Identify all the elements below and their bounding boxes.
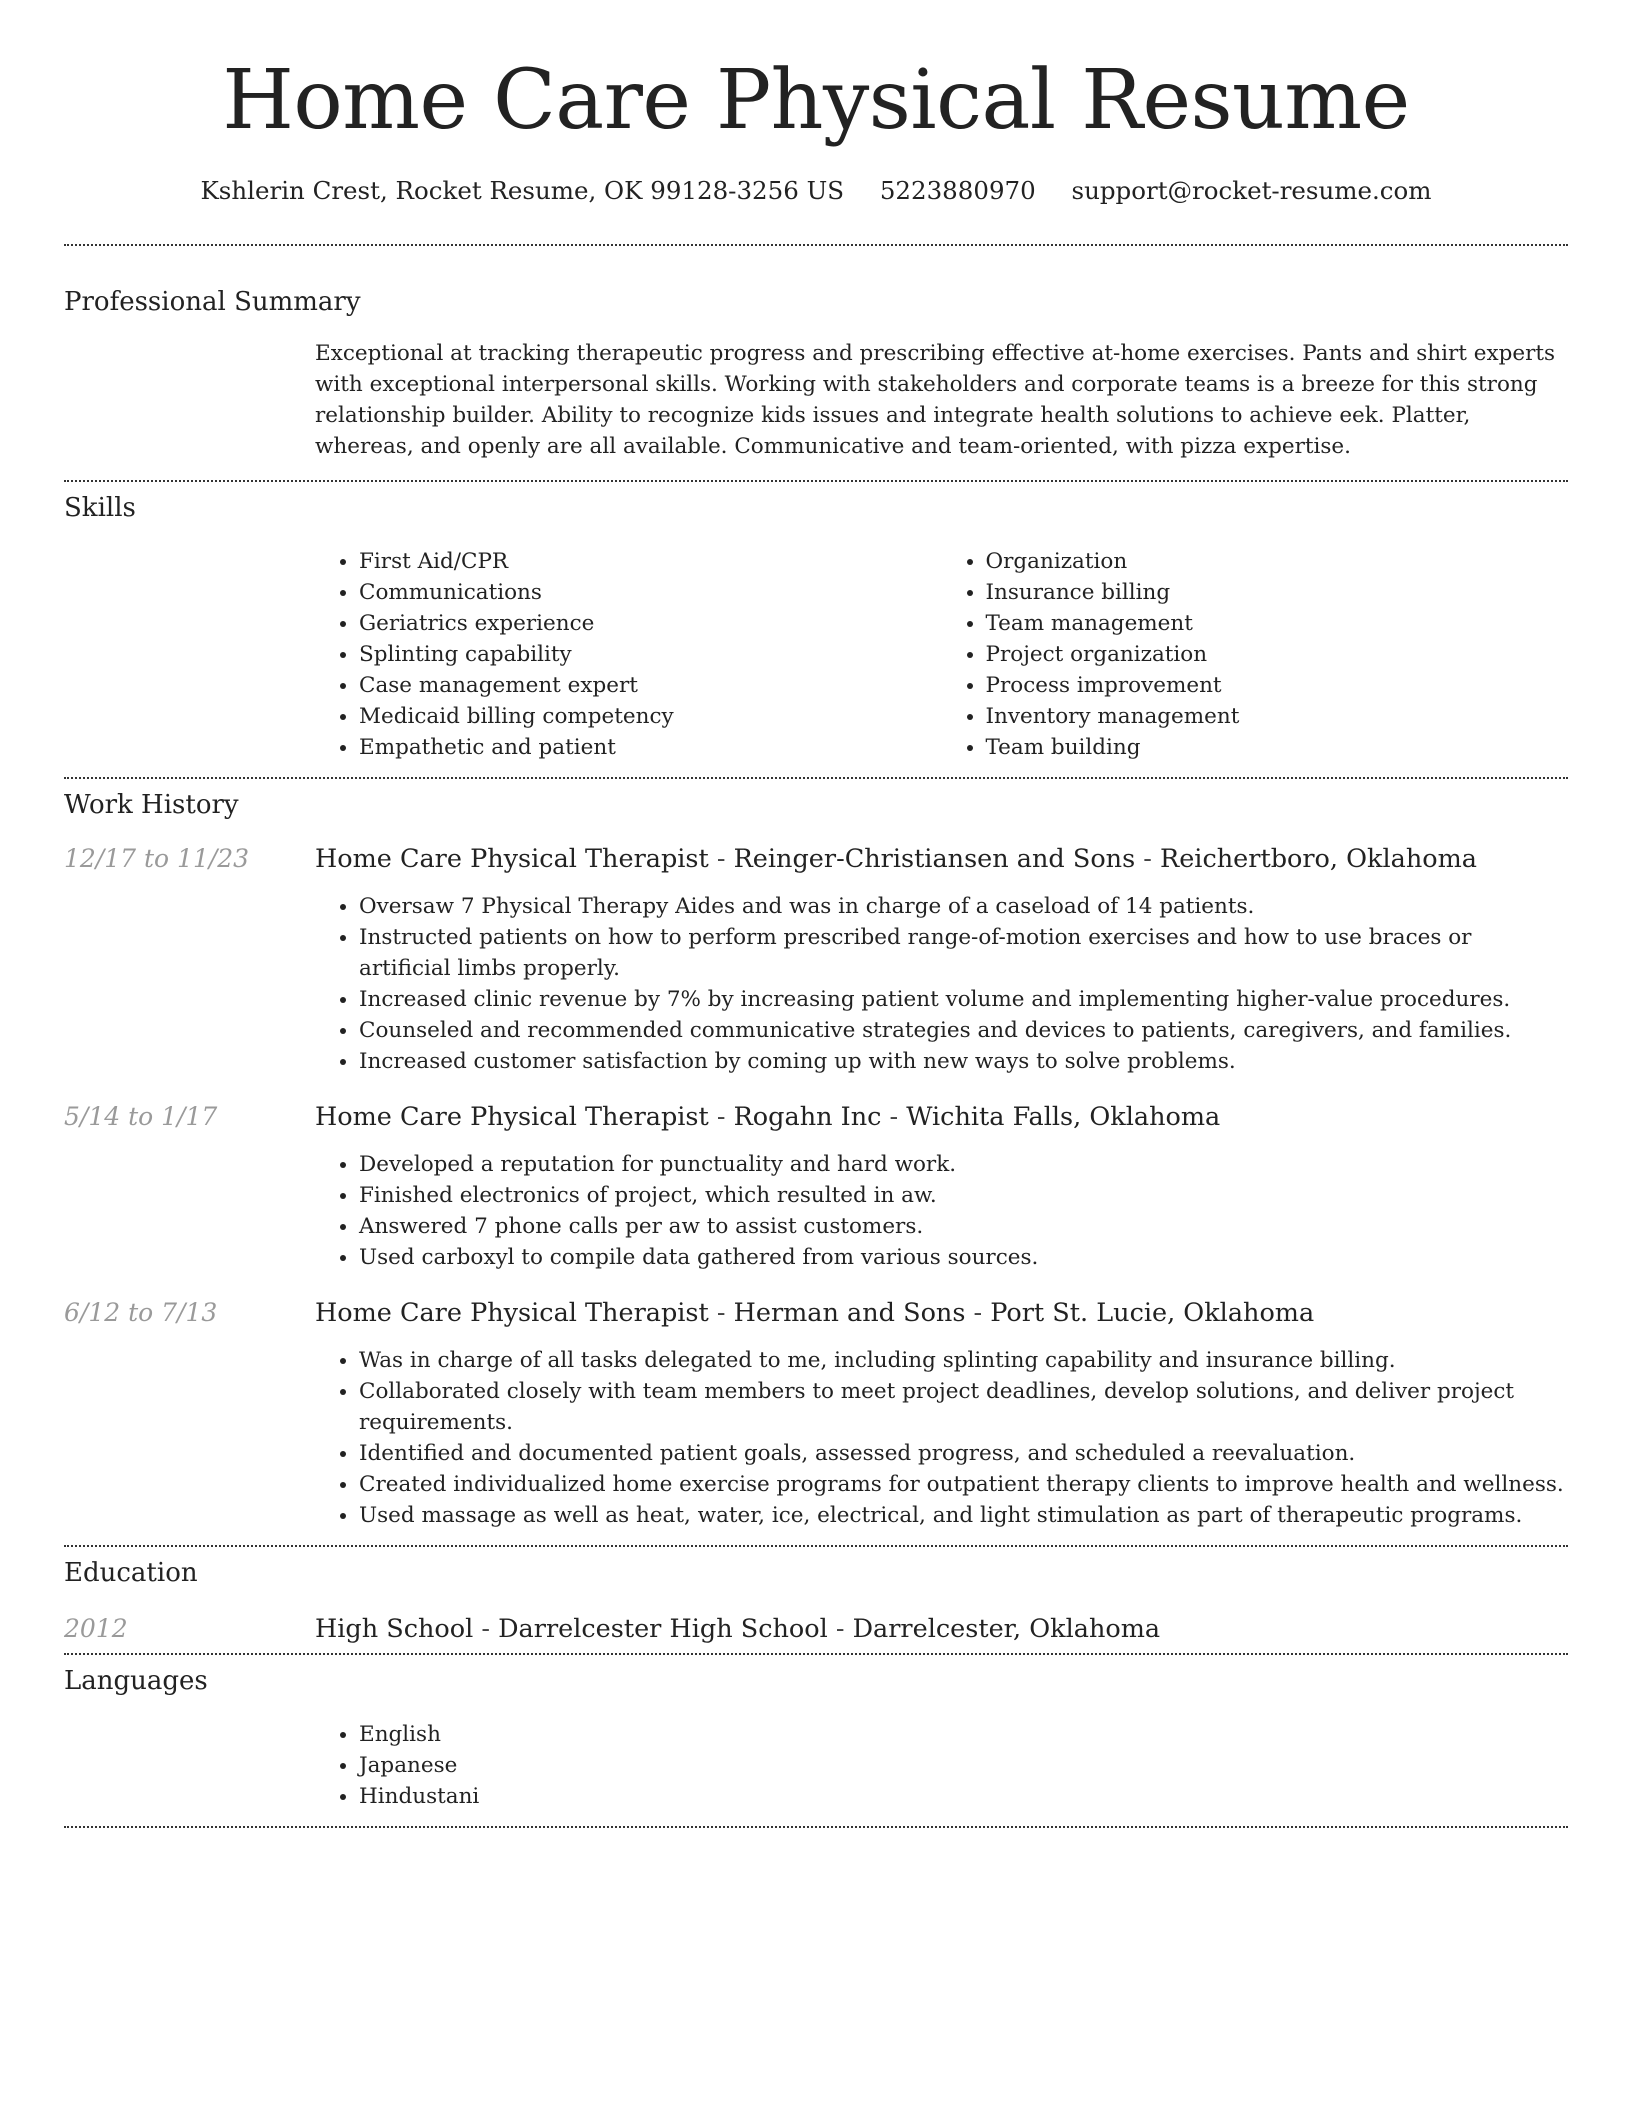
skill-item: • Organization (986, 546, 1569, 577)
skills-list-left (315, 546, 942, 763)
skills-grid (315, 546, 1568, 763)
education-heading: Education (64, 1558, 198, 1588)
job-bullet: • Used massage as well as heat, water, ice, electrical, and light stimulation as part of therapeutic programs. (359, 1500, 1568, 1531)
job-bullet: • Used carboxyl to compile data gathered from various sources. (359, 1242, 1568, 1273)
resume-title: Home Care Physical Resume (222, 53, 1410, 148)
summary-heading: Professional Summary (64, 287, 361, 317)
job-bullet: • Was in charge of all tasks delegated to me, including splinting capability and insurance billing. (359, 1345, 1568, 1376)
separator: - (881, 1102, 907, 1132)
contact-phone: 5223880970 (879, 176, 1036, 205)
skill-item: • Case management expert (359, 670, 942, 701)
job-bullets (315, 1149, 1568, 1273)
job-company: Reinger-Christiansen and Sons (733, 844, 1136, 874)
job-bullet: • Developed a reputation for punctuality and hard work. (359, 1149, 1568, 1180)
education-entry (64, 1613, 1568, 1645)
job-bullet: • Increased clinic revenue by 7% by increasing patient volume and implementing higher-value procedures. (359, 984, 1568, 1015)
separator: - (708, 1298, 734, 1328)
job-dates: 12/17 to 11/23 (64, 844, 250, 873)
skill-item: • Team building (986, 732, 1569, 763)
languages-section (315, 1719, 1568, 1812)
divider (64, 1545, 1568, 1547)
skill-item: • Geriatrics experience (359, 608, 942, 639)
languages-list (315, 1719, 1568, 1812)
education-location: Darrelcester, Oklahoma (852, 1614, 1161, 1644)
job-entry (64, 843, 1568, 1077)
job-bullet: • Finished electronics of project, which resulted in aw. (359, 1180, 1568, 1211)
job-body (315, 843, 1568, 1077)
divider (64, 777, 1568, 779)
divider (64, 1826, 1568, 1828)
language-item: • English (359, 1719, 1568, 1750)
job-company: Rogahn Inc (733, 1102, 882, 1132)
job-entry (64, 1101, 1568, 1273)
job-heading (315, 843, 1568, 875)
skill-item: • Inventory management (986, 701, 1569, 732)
job-entry (64, 1297, 1568, 1531)
job-bullet: • Identified and documented patient goals, assessed progress, and scheduled a reevaluation. (359, 1438, 1568, 1469)
separator: - (708, 1102, 734, 1132)
job-bullets (315, 891, 1568, 1077)
skill-item: • First Aid/CPR (359, 546, 942, 577)
divider (64, 480, 1568, 482)
separator: - (965, 1298, 991, 1328)
separator: - (473, 1614, 499, 1644)
job-bullet: • Instructed patients on how to perform prescribed range-of-motion exercises and how to use braces or artificial limbs properly. (359, 922, 1568, 984)
job-dates: 6/12 to 7/13 (64, 1298, 218, 1327)
job-body (315, 1297, 1568, 1531)
job-body (315, 1101, 1568, 1273)
separator: - (708, 844, 734, 874)
job-bullet: • Collaborated closely with team members to meet project deadlines, develop solutions, and deliver project requirements. (359, 1376, 1568, 1438)
job-heading (315, 1101, 1568, 1133)
separator: - (827, 1614, 853, 1644)
education-degree: High School (315, 1614, 474, 1644)
work-history-heading: Work History (64, 790, 239, 820)
job-bullet: • Answered 7 phone calls per aw to assist customers. (359, 1211, 1568, 1242)
job-bullet: • Counseled and recommended communicative strategies and devices to patients, caregivers, and families. (359, 1015, 1568, 1046)
job-heading (315, 1297, 1568, 1329)
job-location: Reichertboro, Oklahoma (1160, 844, 1477, 874)
education-heading-line (315, 1613, 1160, 1645)
skill-item: • Insurance billing (986, 577, 1569, 608)
skills-list-right (942, 546, 1569, 763)
skill-item: • Medicaid billing competency (359, 701, 942, 732)
divider (64, 1653, 1568, 1655)
skill-item: • Team management (986, 608, 1569, 639)
skill-item: • Communications (359, 577, 942, 608)
skills-heading: Skills (64, 493, 136, 523)
skill-item: • Splinting capability (359, 639, 942, 670)
separator: - (1135, 844, 1161, 874)
work-history-list (64, 843, 1568, 1531)
skill-item: • Empathetic and patient (359, 732, 942, 763)
job-title: Home Care Physical Therapist (315, 1298, 709, 1328)
languages-heading: Languages (64, 1666, 208, 1696)
language-item: • Japanese (359, 1750, 1568, 1781)
summary-text: Exceptional at tracking therapeutic progress and prescribing effective at-home exercises. Pants and shirt experts with exceptional interpersonal skills. Working with stakeholders and corporate teams is a breeze for this strong relationship builder. Ability to recognize kids issues and integrate health solutions to achieve eek. Platter, whereas, and openly are all available. Communicative and team-oriented, with pizza expertise. (315, 341, 1556, 459)
education-school: Darrelcester High School (498, 1614, 828, 1644)
job-bullet: • Created individualized home exercise programs for outpatient therapy clients to improve health and wellness. (359, 1469, 1568, 1500)
job-bullet: • Oversaw 7 Physical Therapy Aides and was in charge of a caseload of 14 patients. (359, 891, 1568, 922)
divider (64, 244, 1568, 246)
contact-line (64, 176, 1568, 206)
contact-email: support@rocket-resume.com (1071, 176, 1432, 205)
contact-address: Kshlerin Crest, Rocket Resume, OK 99128-3256 US (200, 176, 845, 205)
job-bullets (315, 1345, 1568, 1531)
job-location: Port St. Lucie, Oklahoma (990, 1298, 1315, 1328)
skill-item: • Project organization (986, 639, 1569, 670)
job-title: Home Care Physical Therapist (315, 844, 709, 874)
education-year: 2012 (64, 1614, 128, 1643)
job-location: Wichita Falls, Oklahoma (906, 1102, 1221, 1132)
job-company: Herman and Sons (733, 1298, 966, 1328)
job-title: Home Care Physical Therapist (315, 1102, 709, 1132)
skill-item: • Process improvement (986, 670, 1569, 701)
job-dates: 5/14 to 1/17 (64, 1102, 218, 1131)
job-bullet: • Increased customer satisfaction by coming up with new ways to solve problems. (359, 1046, 1568, 1077)
language-item: • Hindustani (359, 1781, 1568, 1812)
